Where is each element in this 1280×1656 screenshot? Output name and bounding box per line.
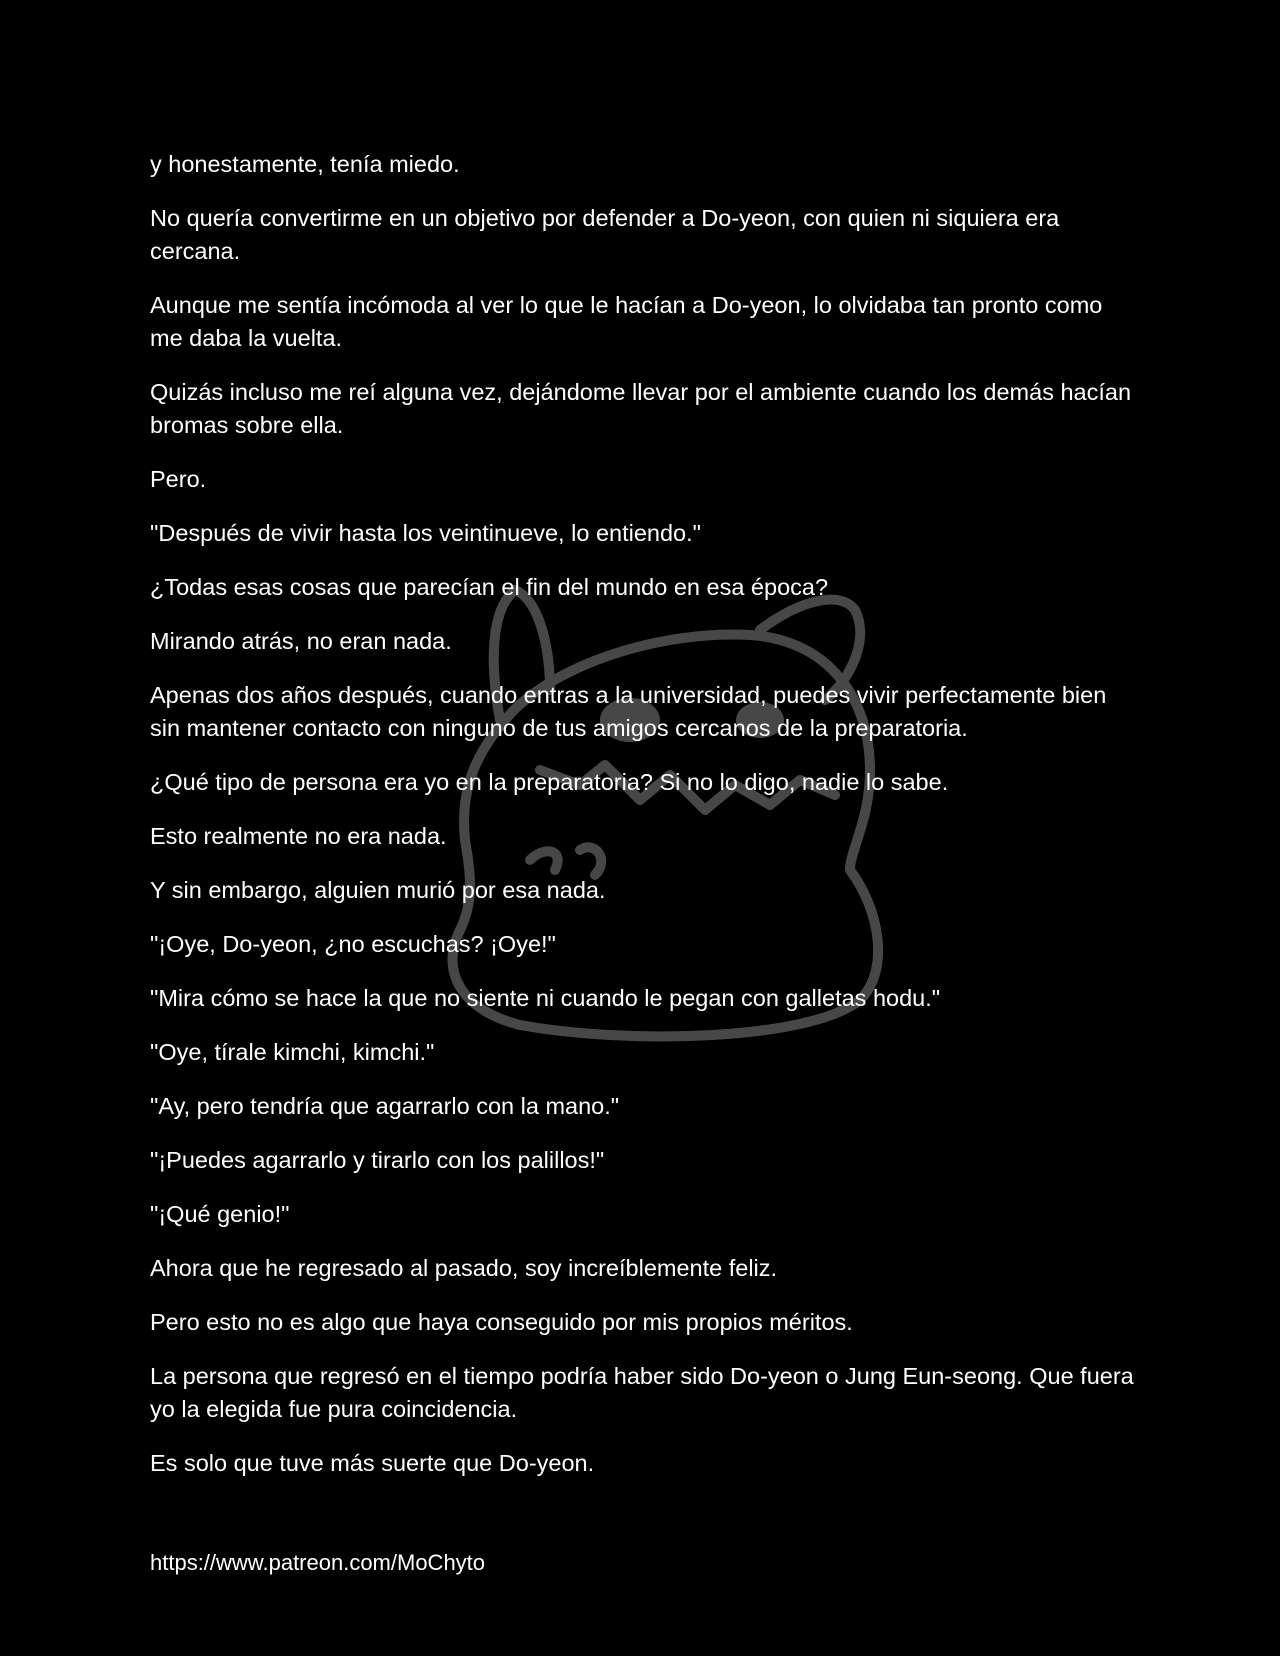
paragraph: "Mira cómo se hace la que no siente ni cuando le pegan con galletas hodu." [150, 985, 941, 1011]
paragraph: "¡Oye, Do-yeon, ¿no escuchas? ¡Oye!" [150, 931, 556, 957]
paragraph: ¿Qué tipo de persona era yo en la preparatoria? Si no lo digo, nadie lo sabe. [150, 769, 949, 795]
paragraph: ¿Todas esas cosas que parecían el fin del mundo en esa época? [150, 574, 829, 600]
paragraph: Esto realmente no era nada. [150, 823, 447, 849]
paragraph: Quizás incluso me reí alguna vez, dejándome llevar por el ambiente cuando los demás hacían bromas sobre ella. [150, 379, 1132, 438]
paragraph: "¡Qué genio!" [150, 1201, 290, 1227]
paragraph: Y sin embargo, alguien murió por esa nada. [150, 877, 606, 903]
paragraph: "Oye, tírale kimchi, kimchi." [150, 1039, 435, 1065]
paragraph: y honestamente, tenía miedo. [150, 151, 460, 177]
paragraph: Aunque me sentía incómoda al ver lo que le hacían a Do-yeon, lo olvidaba tan pronto como me daba la vuelta. [150, 292, 1103, 351]
paragraph: Es solo que tuve más suerte que Do-yeon. [150, 1450, 595, 1476]
paragraph: Pero esto no es algo que haya conseguido por mis propios méritos. [150, 1309, 853, 1335]
paragraph: "¡Puedes agarrarlo y tirarlo con los palillos!" [150, 1147, 605, 1173]
paragraph: La persona que regresó en el tiempo podría haber sido Do-yeon o Jung Eun-seong. Que fuera yo la elegida fue pura coincidencia. [150, 1363, 1134, 1422]
paragraph: "Después de vivir hasta los veintinueve, lo entiendo." [150, 520, 701, 546]
paragraph: "Ay, pero tendría que agarrarlo con la mano." [150, 1093, 620, 1119]
chapter-text [150, 148, 1140, 1501]
paragraph: Apenas dos años después, cuando entras a la universidad, puedes vivir perfectamente bien sin mantener contacto con ninguno de tus amigos cercanos de la preparatoria. [150, 682, 1107, 741]
paragraph: Mirando atrás, no eran nada. [150, 628, 452, 654]
patreon-link[interactable]: https://www.patreon.com/MoChyto [150, 1550, 486, 1575]
paragraph: Ahora que he regresado al pasado, soy increíblemente feliz. [150, 1255, 778, 1281]
paragraph: Pero. [150, 466, 207, 492]
paragraph: No quería convertirme en un objetivo por defender a Do-yeon, con quien ni siquiera era cercana. [150, 205, 1060, 264]
